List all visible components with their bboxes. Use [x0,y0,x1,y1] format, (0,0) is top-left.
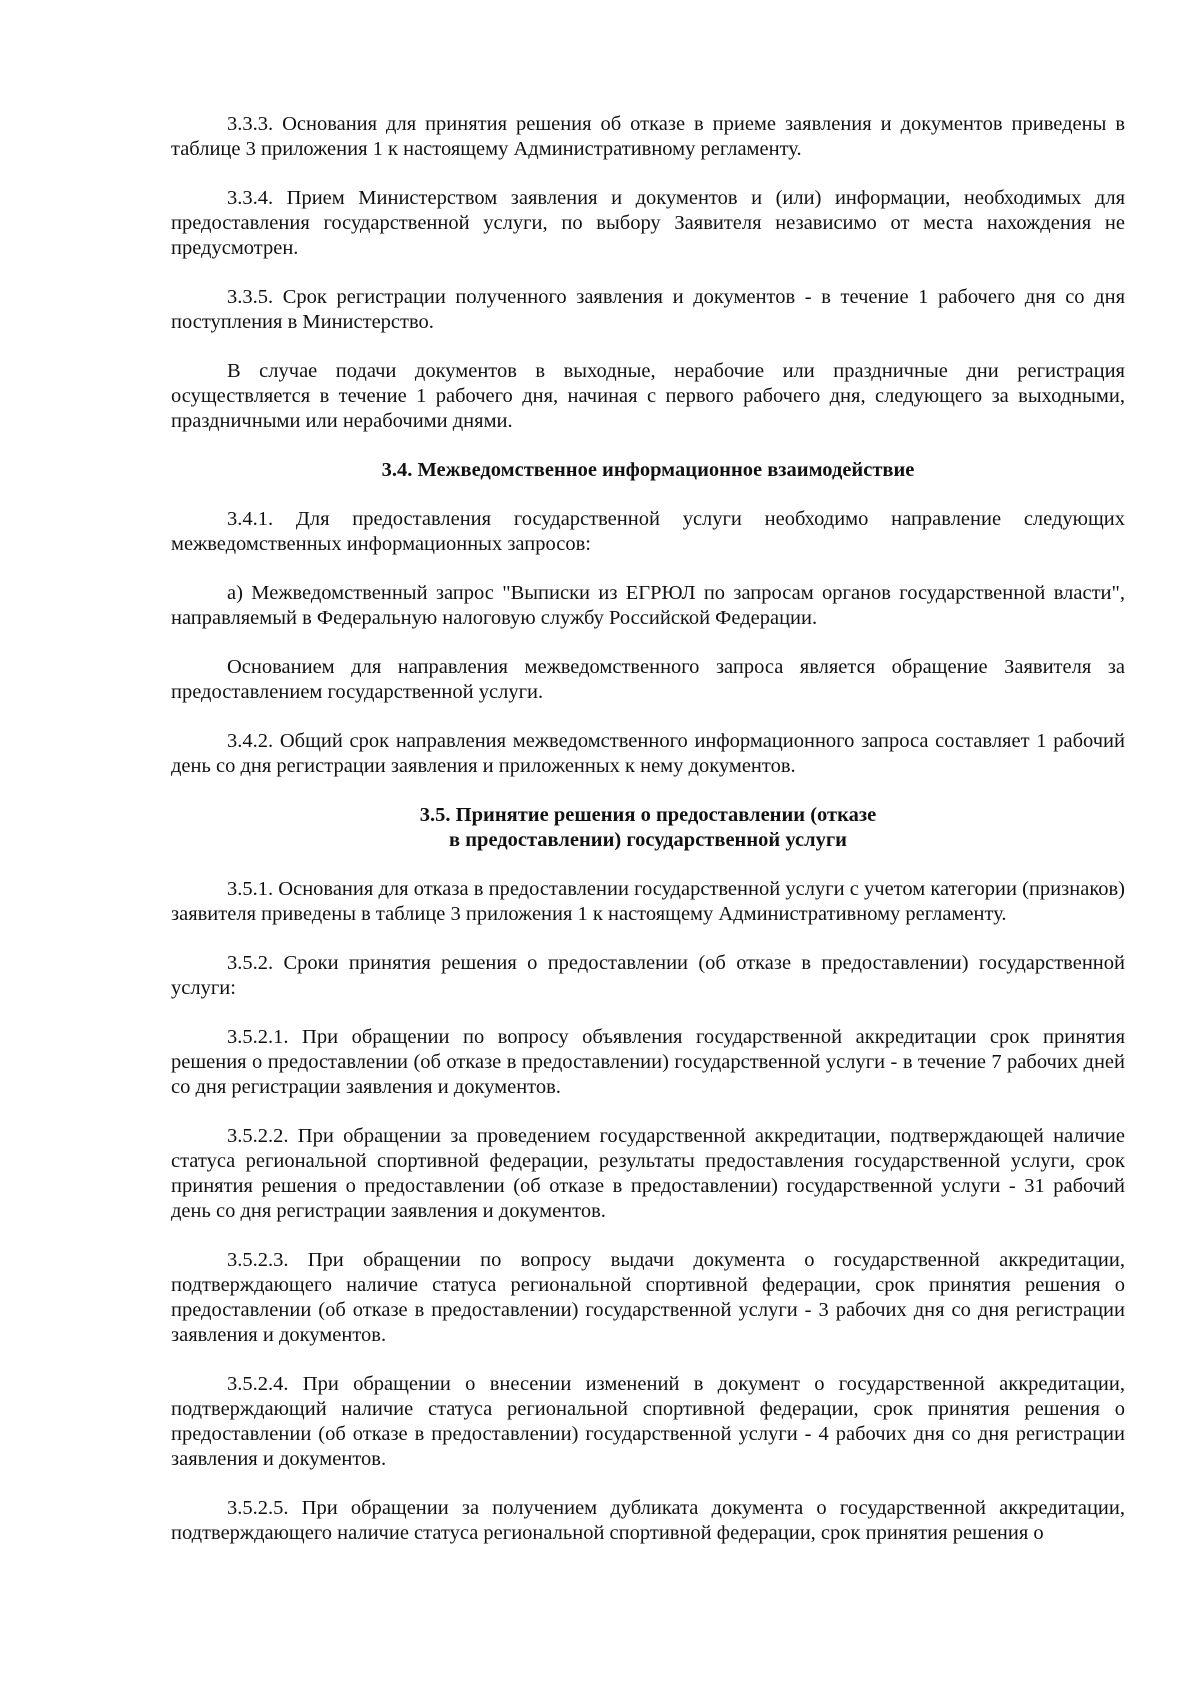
paragraph-3-3-4: 3.3.4. Прием Министерством заявления и документов и (или) информации, необходимых для предоставления государственной услуги, по выбору Заявителя независимо от места нахождения не предусмотрен. [171,187,1125,259]
section-heading-3-5-line1: 3.5. Принятие решения о предоставлении (отказе [419,804,877,826]
paragraph-3-3-3: 3.3.3. Основания для принятия решения об отказе в приеме заявления и документов приведены в таблице 3 приложения 1 к настоящему Административному регламенту. [171,113,1125,160]
paragraph-3-4-2: 3.4.2. Общий срок направления межведомственного информационного запроса составляет 1 рабочий день со дня регистрации заявления и приложенных к нему документов. [171,730,1125,777]
paragraph-3-5-2-1: 3.5.2.1. При обращении по вопросу объявления государственной аккредитации срок принятия решения о предоставлении (об отказе в предоставлении) государственной услуги - в течение 7 рабочих дней со дня регистрации заявления и документов. [171,1026,1125,1098]
paragraph-3-5-2-2: 3.5.2.2. При обращении за проведением государственной аккредитации, подтверждающей наличие статуса региональной спортивной федерации, результаты предоставления государственной услуги, срок принятия решения о предоставлении (об отказе в предоставлении) государственной услуги - 31 рабочий день со дня регистрации заявления и документов. [171,1125,1125,1222]
paragraph-3-5-2-4: 3.5.2.4. При обращении о внесении изменений в документ о государственной аккредитации, подтверждающий наличие статуса региональной спортивной федерации, срок принятия решения о предоставлении (об отказе в предоставлении) государственной услуги - 4 рабочих дня со дня регистрации заявления и документов. [171,1373,1125,1470]
section-heading-3-4: 3.4. Межведомственное информационное взаимодействие [381,459,915,481]
document-page [171,112,1125,1570]
paragraph-3-5-1: 3.5.1. Основания для отказа в предоставлении государственной услуги с учетом категории (признаков) заявителя приведены в таблице 3 приложения 1 к настоящему Административному регламенту. [171,878,1125,925]
paragraph-3-4-1: 3.4.1. Для предоставления государственной услуги необходимо направление следующих межведомственных информационных запросов: [171,508,1125,555]
section-heading-3-5-line2: в предоставлении) государственной услуги [449,829,847,851]
paragraph-3-5-2-5: 3.5.2.5. При обращении за получением дубликата документа о государственной аккредитации, подтверждающего наличие статуса региональной спортивной федерации, срок принятия решения о [171,1497,1125,1544]
paragraph-weekend-registration: В случае подачи документов в выходные, нерабочие или праздничные дни регистрация осуществляется в течение 1 рабочего дня, начиная с первого рабочего дня, следующего за выходными, праздничными или нерабочими днями. [171,360,1125,432]
paragraph-3-5-2-3: 3.5.2.3. При обращении по вопросу выдачи документа о государственной аккредитации, подтверждающего наличие статуса региональной спортивной федерации, срок принятия решения о предоставлении (об отказе в предоставлении) государственной услуги - 3 рабочих дня со дня регистрации заявления и документов. [171,1249,1125,1346]
paragraph-3-4-1-a: а) Межведомственный запрос "Выписки из ЕГРЮЛ по запросам органов государственной власти", направляемый в Федеральную налоговую службу Российской Федерации. [171,582,1125,629]
paragraph-3-5-2: 3.5.2. Сроки принятия решения о предоставлении (об отказе в предоставлении) государственной услуги: [171,952,1125,999]
paragraph-request-basis: Основанием для направления межведомственного запроса является обращение Заявителя за предоставлением государственной услуги. [171,656,1125,703]
section-heading-3-5 [171,803,1125,853]
paragraph-3-3-5: 3.3.5. Срок регистрации полученного заявления и документов - в течение 1 рабочего дня со дня поступления в Министерство. [171,286,1125,333]
